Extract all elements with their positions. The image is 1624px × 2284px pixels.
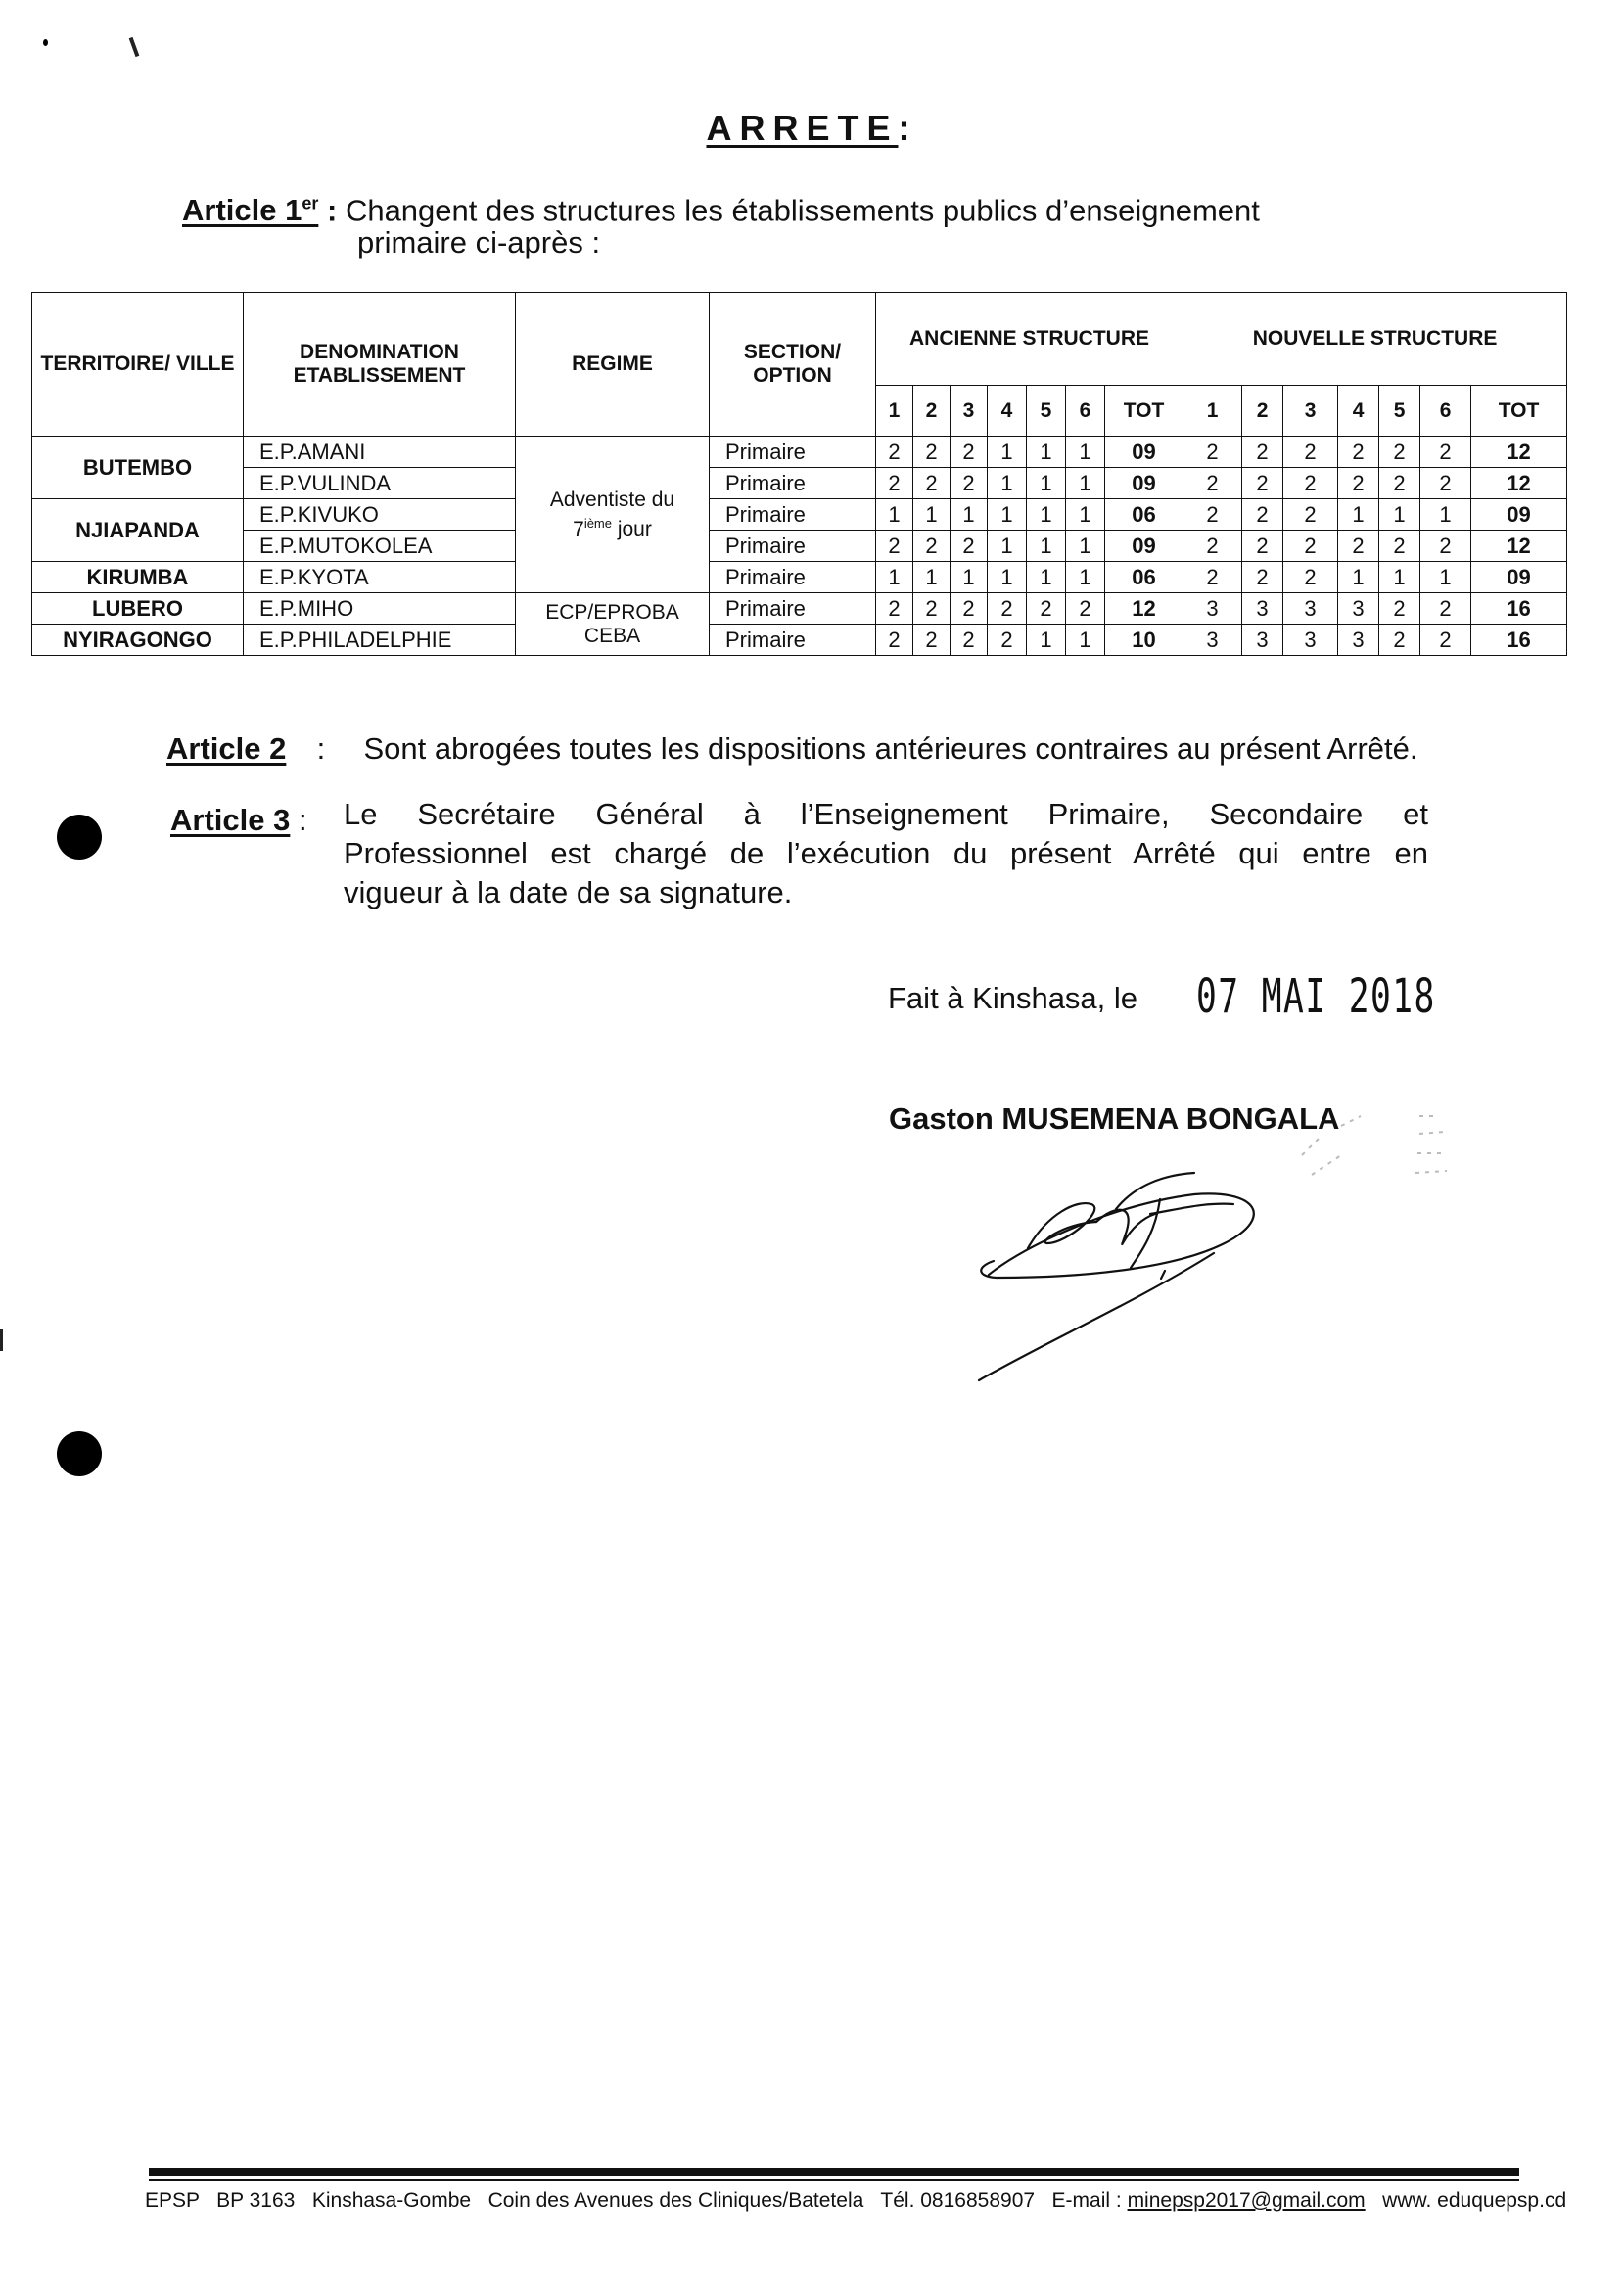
header-new-col: 5 [1379,386,1420,437]
section-cell: Primaire [710,437,876,468]
article-1-separator: : [326,193,338,228]
new-structure-cell: 2 [1420,593,1471,625]
table-row [32,593,1567,625]
header-new-col: 4 [1338,386,1379,437]
footer-address: EPSP BP 3163 Kinshasa-Gombe Coin des Avenues des Cliniques/Batetela Tél. 0816858907 E-mail : [145,2189,1128,2212]
new-structure-cell: 3 [1183,625,1242,656]
old-structure-cell: 06 [1105,499,1183,531]
footer [145,2189,1566,2213]
old-structure-cell: 1 [1027,499,1066,531]
header-old-col: 1 [876,386,913,437]
punch-hole [57,815,102,860]
new-structure-cell: 2 [1283,499,1338,531]
old-structure-cell: 2 [876,531,913,562]
new-structure-cell: 3 [1283,593,1338,625]
old-structure-cell: 1 [1027,437,1066,468]
new-structure-cell: 2 [1183,499,1242,531]
establishment-name: E.P.KIVUKO [244,499,516,531]
old-structure-cell: 09 [1105,437,1183,468]
new-structure-cell: 2 [1183,531,1242,562]
header-old-col: 6 [1066,386,1105,437]
table-row [32,437,1567,468]
header-ancienne-structure: ANCIENNE STRUCTURE [876,293,1183,386]
old-structure-cell: 1 [1066,499,1105,531]
section-cell: Primaire [710,499,876,531]
article-1-line2: primaire ci-après : [357,225,601,259]
footer-rule-thin [149,2179,1519,2181]
old-structure-cell: 1 [988,437,1027,468]
establishment-name: E.P.VULINDA [244,468,516,499]
new-structure-cell: 1 [1379,562,1420,593]
new-structure-cell: 2 [1242,531,1283,562]
old-structure-cell: 1 [876,562,913,593]
article-3-label-wrap [170,801,307,840]
header-denomination: DENOMINATION ETABLISSEMENT [244,293,516,437]
header-new-col: 3 [1283,386,1338,437]
regime-line: ECP/EPROBA [545,600,679,624]
old-structure-cell: 2 [876,468,913,499]
regime-line: Adventiste du [549,488,675,511]
old-structure-cell: 1 [1066,468,1105,499]
old-structure-cell: 10 [1105,625,1183,656]
new-structure-cell: 3 [1283,625,1338,656]
old-structure-cell: 12 [1105,593,1183,625]
old-structure-cell: 2 [951,437,988,468]
article-3-line3: vigueur à la date de sa signature. [344,875,793,909]
article-1-label: Article 1er [182,193,319,228]
old-structure-cell: 1 [913,499,951,531]
header-new-col: 1 [1183,386,1242,437]
new-structure-cell: 2 [1379,531,1420,562]
table-row [32,468,1567,499]
new-structure-cell: 3 [1183,593,1242,625]
old-structure-cell: 2 [913,437,951,468]
old-structure-cell: 2 [876,625,913,656]
new-structure-cell: 2 [1379,593,1420,625]
new-structure-cell: 1 [1420,562,1471,593]
old-structure-cell: 2 [913,625,951,656]
establishment-name: E.P.KYOTA [244,562,516,593]
scan-mark [0,1329,3,1351]
old-structure-cell: 2 [1027,593,1066,625]
new-structure-cell: 2 [1420,531,1471,562]
old-structure-cell: 2 [876,437,913,468]
table-row [32,625,1567,656]
establishment-name: E.P.MUTOKOLEA [244,531,516,562]
new-structure-cell: 09 [1471,562,1567,593]
territory-cell: KIRUMBA [32,562,244,593]
article-1-text-line1: Changent des structures les établissements publics d’enseignement [345,193,1260,228]
old-structure-cell: 2 [951,531,988,562]
fait-a-kinshasa: Fait à Kinshasa, le [888,981,1138,1015]
new-structure-cell: 2 [1283,531,1338,562]
title-colon: : [898,108,918,148]
new-structure-cell: 1 [1338,562,1379,593]
old-structure-cell: 2 [988,593,1027,625]
new-structure-cell: 16 [1471,625,1567,656]
old-structure-cell: 2 [876,593,913,625]
header-old-col: 4 [988,386,1027,437]
new-structure-cell: 2 [1183,437,1242,468]
old-structure-cell: 1 [988,499,1027,531]
header-nouvelle-structure: NOUVELLE STRUCTURE [1183,293,1567,386]
old-structure-cell: 1 [876,499,913,531]
old-structure-cell: 1 [1027,531,1066,562]
section-cell: Primaire [710,468,876,499]
new-structure-cell: 2 [1242,499,1283,531]
regime-adventiste [516,437,710,593]
new-structure-cell: 09 [1471,499,1567,531]
old-structure-cell: 1 [1027,625,1066,656]
document-title [0,108,1624,149]
old-structure-cell: 1 [988,531,1027,562]
old-structure-cell: 1 [988,468,1027,499]
old-structure-cell: 1 [951,562,988,593]
new-structure-cell: 2 [1379,625,1420,656]
old-structure-cell: 1 [1027,562,1066,593]
new-structure-cell: 3 [1338,625,1379,656]
new-structure-cell: 12 [1471,468,1567,499]
scan-mark [43,39,48,46]
new-structure-cell: 1 [1338,499,1379,531]
new-structure-cell: 3 [1242,593,1283,625]
old-structure-cell: 2 [913,531,951,562]
section-cell: Primaire [710,531,876,562]
territory-cell: NYIRAGONGO [32,625,244,656]
header-section: SECTION/ OPTION [710,293,876,437]
new-structure-cell: 3 [1242,625,1283,656]
establishment-name: E.P.AMANI [244,437,516,468]
header-old-col: 3 [951,386,988,437]
new-structure-cell: 2 [1183,468,1242,499]
establishment-name: E.P.MIHO [244,593,516,625]
regime-ecp [516,593,710,656]
territory-cell: NJIAPANDA [32,499,244,562]
signature [969,1145,1302,1390]
old-structure-cell: 1 [913,562,951,593]
old-structure-cell: 2 [951,468,988,499]
article-3-label: Article 3 [170,803,291,837]
new-structure-cell: 12 [1471,531,1567,562]
signatory-name: Gaston MUSEMENA BONGALA [889,1101,1340,1136]
new-structure-cell: 1 [1420,499,1471,531]
old-structure-cell: 09 [1105,468,1183,499]
section-cell: Primaire [710,562,876,593]
new-structure-cell: 2 [1242,468,1283,499]
territory-cell: BUTEMBO [32,437,244,499]
article-2-separator: : [316,731,326,766]
new-structure-cell: 2 [1283,562,1338,593]
new-structure-cell: 2 [1420,625,1471,656]
article-2-label: Article 2 [166,731,287,766]
old-structure-cell: 1 [988,562,1027,593]
new-structure-cell: 1 [1379,499,1420,531]
article-3-line1: Le Secrétaire Général à l’Enseignement Primaire, Secondaire et [344,797,1428,831]
new-structure-cell: 2 [1242,437,1283,468]
new-structure-cell: 2 [1338,468,1379,499]
old-structure-cell: 2 [988,625,1027,656]
faint-stamp [1282,1096,1478,1214]
old-structure-cell: 2 [1066,593,1105,625]
old-structure-cell: 09 [1105,531,1183,562]
header-new-col: 2 [1242,386,1283,437]
establishment-name: E.P.PHILADELPHIE [244,625,516,656]
header-old-col: 5 [1027,386,1066,437]
old-structure-cell: 1 [1066,531,1105,562]
regime-line: CEBA [583,624,641,647]
old-structure-cell: 06 [1105,562,1183,593]
footer-rule [149,2168,1519,2176]
header-new-col: 6 [1420,386,1471,437]
old-structure-cell: 1 [951,499,988,531]
new-structure-cell: 2 [1183,562,1242,593]
new-structure-cell: 2 [1242,562,1283,593]
header-territoire: TERRITOIRE/ VILLE [32,293,244,437]
footer-website[interactable]: www. eduquepsp.cd [1365,2189,1567,2212]
territory-cell: LUBERO [32,593,244,625]
old-structure-cell: 2 [913,468,951,499]
section-cell: Primaire [710,593,876,625]
new-structure-cell: 2 [1420,468,1471,499]
new-structure-cell: 2 [1379,468,1420,499]
article-2-text: Sont abrogées toutes les dispositions antérieures contraires au présent Arrêté. [363,731,1418,766]
title-text: ARRETE [706,108,899,148]
header-old-col: 2 [913,386,951,437]
new-structure-cell: 2 [1379,437,1420,468]
old-structure-cell: 1 [1027,468,1066,499]
old-structure-cell: 1 [1066,562,1105,593]
old-structure-cell: 2 [913,593,951,625]
date-stamp: 07 MAI 2018 [1196,969,1436,1024]
table-row [32,499,1567,531]
old-structure-cell: 1 [1066,625,1105,656]
new-structure-cell: 12 [1471,437,1567,468]
footer-email[interactable]: minepsp2017@gmail.com [1127,2189,1366,2212]
new-structure-cell: 2 [1283,437,1338,468]
article-3-line2: Professionnel est chargé de l’exécution du présent Arrêté qui entre en [344,836,1428,870]
structure-table [31,292,1567,656]
table-row [32,562,1567,593]
old-structure-cell: 2 [951,593,988,625]
article-2 [166,729,1537,769]
header-old-col: TOT [1105,386,1183,437]
new-structure-cell: 2 [1283,468,1338,499]
table-row [32,531,1567,562]
scan-mark [129,37,140,57]
new-structure-cell: 3 [1338,593,1379,625]
new-structure-cell: 2 [1338,531,1379,562]
article-3-separator: : [298,803,307,837]
new-structure-cell: 2 [1420,437,1471,468]
new-structure-cell: 16 [1471,593,1567,625]
old-structure-cell: 1 [1066,437,1105,468]
regime-line: 7ième jour [573,515,652,540]
header-new-col: TOT [1471,386,1567,437]
new-structure-cell: 2 [1338,437,1379,468]
old-structure-cell: 2 [951,625,988,656]
punch-hole [57,1431,102,1476]
section-cell: Primaire [710,625,876,656]
header-regime: REGIME [516,293,710,437]
